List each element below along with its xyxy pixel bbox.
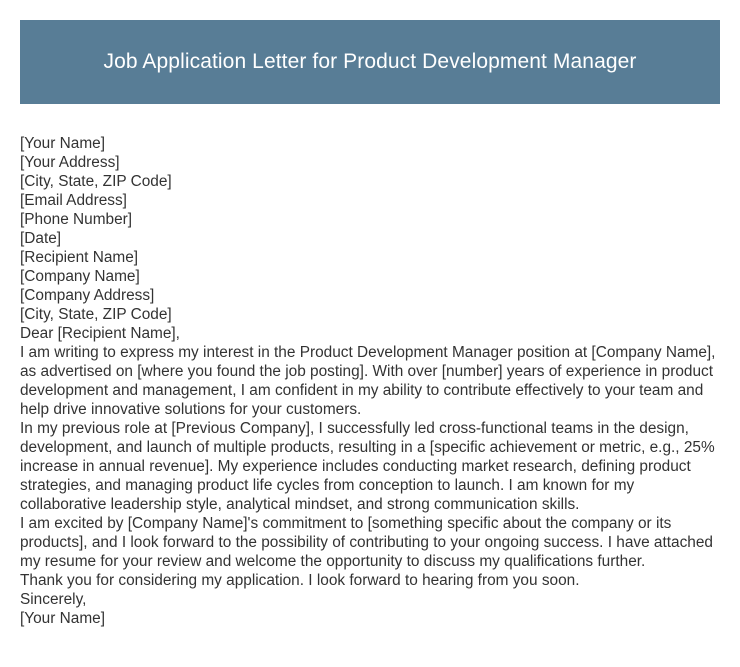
header-banner: [20, 20, 720, 104]
sender-address: [Your Address]: [20, 154, 120, 171]
page-title: Job Application Letter for Product Development Manager: [103, 50, 637, 73]
signature: [Your Name]: [20, 610, 105, 627]
paragraph-experience: In my previous role at [Previous Company], I successfully led cross-functional teams in the design, development, and launch of multiple products, resulting in a [specific achievement or metric, e.g., 25% increase in annual revenue]. My experience includes conducting market research, defining product strategies, and managing product life cycles from conception to launch. I am known for my collaborative leadership style, analytical mindset, and strong communication skills.: [20, 420, 715, 513]
recipient-company-address: [Company Address]: [20, 287, 155, 304]
closing: Sincerely,: [20, 591, 87, 608]
sender-phone: [Phone Number]: [20, 211, 133, 228]
paragraph-motivation: I am excited by [Company Name]'s commitment to [something specific about the company or its products], and I look forward to the possibility of contributing to your ongoing success. I have attached my resume for your review and welcome the opportunity to discuss my qualifications further.: [20, 515, 713, 570]
letter-body: [20, 134, 724, 628]
letter-date: [Date]: [20, 230, 62, 247]
sender-name: [Your Name]: [20, 135, 105, 152]
paragraph-thanks: Thank you for considering my application. I look forward to hearing from you soon.: [20, 572, 580, 589]
salutation: Dear [Recipient Name],: [20, 325, 180, 342]
recipient-city-state-zip: [City, State, ZIP Code]: [20, 306, 172, 323]
paragraph-intro: I am writing to express my interest in the Product Development Manager position at [Company Name], as advertised on [where you found the job posting]. With over [number] years of experience in product development and management, I am confident in my ability to contribute effectively to your team and help drive innovative solutions for your customers.: [20, 344, 716, 418]
recipient-name: [Recipient Name]: [20, 249, 139, 266]
sender-email: [Email Address]: [20, 192, 127, 209]
sender-city-state-zip: [City, State, ZIP Code]: [20, 173, 172, 190]
recipient-company: [Company Name]: [20, 268, 140, 285]
